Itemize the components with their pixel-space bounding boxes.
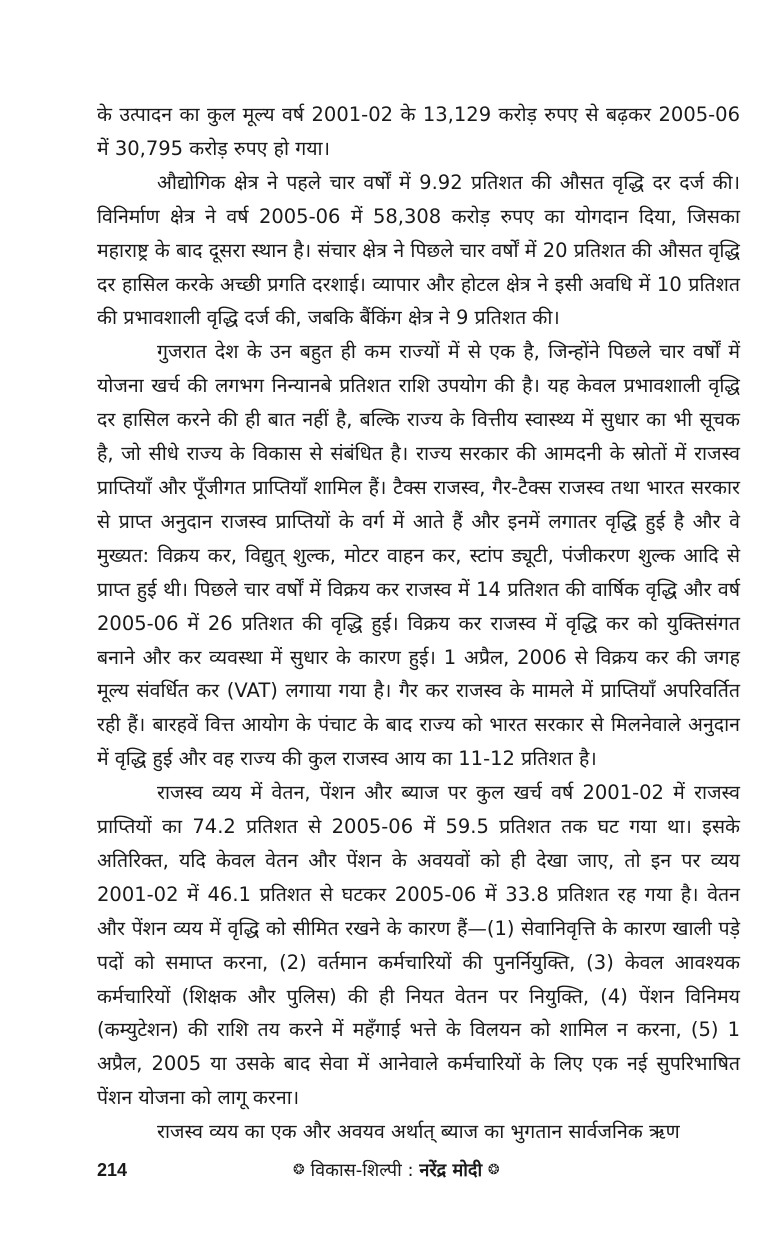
paragraph-3: गुजरात देश के उन बहुत ही कम राज्यों में से एक है, जिन्होंने पिछले चार वर्षों में योजना खर्च की लगभग निन्यानबे प्रतिशत राशि उपयोग की है। यह केवल प्रभावशाली वृद्धि दर हासिल करने की ही बात नहीं है, बल्कि राज्य के वित्तीय स्वास्थ्य में सुधार का भी सूचक है, जो सीधे राज्य के विकास से संबंधित है। राज्य सरकार की आमदनी के स्रोतों में राजस्व प्राप्तियाँ और पूँजीगत प्राप्तियाँ शामिल हैं। टैक्स राजस्व, गैर-टैक्स राजस्व तथा भारत सरकार से प्राप्त अनुदान राजस्व प्राप्तियों के वर्ग में आते हैं और इनमें लगातर वृद्धि हुई है और वे मुख्यत: विक्रय कर, विद्युत् शुल्क, मोटर वाहन कर, स्टांप ड्यूटी, पंजीकरण शुल्क आदि से प्राप्त हुई थी। पिछले चार वर्षों में विक्रय कर राजस्व में 14 प्रतिशत की वार्षिक वृद्धि और वर्ष 2005-06 में 26 प्रतिशत की वृद्धि हुई। विक्रय कर राजस्व में वृद्धि कर को युक्तिसंगत बनाने और कर व्यवस्था में सुधार के कारण हुई। 1 अप्रैल, 2006 से विक्रय कर की जगह मूल्य संवर्धित कर (VAT) लगाया गया है। गैर कर राजस्व के मामले में प्राप्तियाँ अपरिवर्तित रही हैं। बारहवें वित्त आयोग के पंचाट के बाद राज्य को भारत सरकार से मिलनेवाले अनुदान में वृद्धि हुई और वह राज्य की कुल राजस्व आय का 11-12 प्रतिशत है। — [97, 340, 740, 771]
paragraph-5: राजस्व व्यय का एक और अवयव अर्थात् ब्याज का भुगतान सार्वजनिक ऋण — [157, 1120, 680, 1144]
paragraph-1: के उत्पादन का कुल मूल्य वर्ष 2001-02 के 13,129 करोड़ रुपए से बढ़कर 2005-06 में 30,795 करोड़ रुपए हो गया। — [97, 103, 740, 160]
running-title — [293, 1158, 500, 1182]
ornament-left-icon: ❂ — [293, 1162, 305, 1178]
ornament-right-icon: ❂ — [487, 1162, 500, 1178]
page-body — [97, 98, 740, 1149]
paragraph-4: राजस्व व्यय में वेतन, पेंशन और ब्याज पर कुल खर्च वर्ष 2001-02 में राजस्व प्राप्तियों का 74.2 प्रतिशत से 2005-06 में 59.5 प्रतिशत तक घट गया था। इसके अतिरिक्त, यदि केवल वेतन और पेंशन के अवयवों को ही देखा जाए, तो इन पर व्यय 2001-02 में 46.1 प्रतिशत से घटकर 2005-06 में 33.8 प्रतिशत रह गया है। वेतन और पेंशन व्यय में वृद्धि को सीमित रखने के कारण हैं—(1) सेवानिवृत्ति के कारण खाली पड़े पदों को समाप्त करना, (2) वर्तमान कर्मचारियों की पुनर्नियुक्ति, (3) केवल आवश्यक कर्मचारियों (शिक्षक और पुलिस) की ही नियत वेतन पर नियुक्ति, (4) पेंशन विनिमय (कम्युटेशन) की राशि तय करने में महँगाई भत्ते के विलयन को शामिल न करना, (5) 1 अप्रैल, 2005 या उसके बाद सेवा में आनेवाले कर्मचारियों के लिए एक नई सुपरिभाषित पेंशन योजना को लागू करना। — [97, 781, 740, 1110]
author-name: नरेंद्र मोदी — [419, 1160, 483, 1181]
book-title: विकास-शिल्पी : — [310, 1160, 414, 1181]
page-footer — [97, 1158, 740, 1188]
page-number: 214 — [97, 1160, 128, 1180]
paragraph-2: औद्योगिक क्षेत्र ने पहले चार वर्षों में 9.92 प्रतिशत की औसत वृद्धि दर दर्ज की। विनिर्माण क्षेत्र ने वर्ष 2005-06 में 58,308 करोड़ रुपए का योगदान दिया, जिसका महाराष्ट्र के बाद दूसरा स्थान है। संचार क्षेत्र ने पिछले चार वर्षों में 20 प्रतिशत की औसत वृद्धि दर हासिल करके अच्छी प्रगति दरशाई। व्यापार और होटल क्षेत्र ने इसी अवधि में 10 प्रतिशत की प्रभावशाली वृद्धि दर्ज की, जबकि बैंकिंग क्षेत्र ने 9 प्रतिशत की। — [97, 170, 740, 330]
